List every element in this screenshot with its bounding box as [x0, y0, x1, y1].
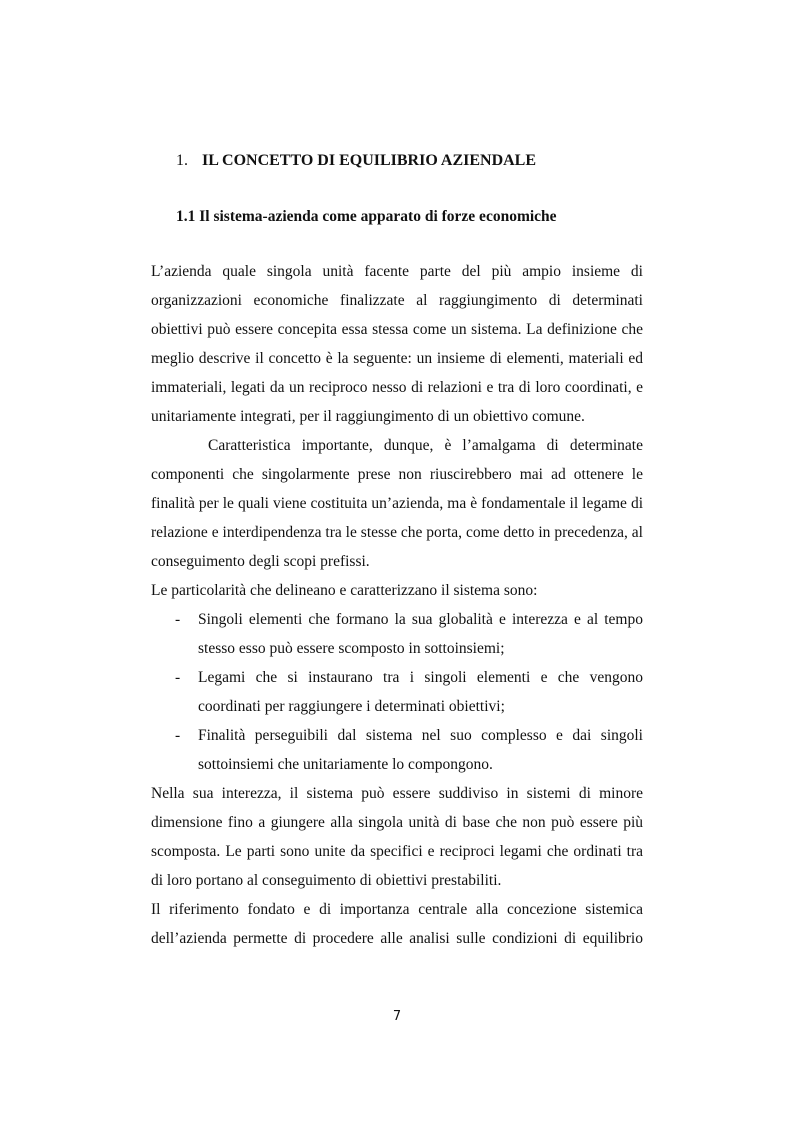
list-item-text: Singoli elementi che formano la sua globalità e interezza e al tempo stesso esso può essere scomposto in sottoinsiemi; — [198, 611, 643, 657]
paragraph-reference: Il riferimento fondato e di importanza centrale alla concezione sistemica dell’azienda permette di procedere alle analisi sulle condizioni di equilibrio — [151, 901, 643, 947]
paragraph-list-intro: Le particolarità che delineano e caratterizzano il sistema sono: — [151, 582, 538, 599]
list-dash-marker: - — [175, 669, 181, 686]
chapter-number: 1. — [176, 152, 188, 169]
list-item — [151, 663, 643, 721]
page-number: 7 — [392, 1009, 402, 1024]
list-item-text: Legami che si instaurano tra i singoli elementi e che vengono coordinati per raggiungere i determinati obiettivi; — [198, 669, 643, 715]
chapter-heading — [176, 150, 536, 172]
paragraph-subdivision: Nella sua interezza, il sistema può essere suddiviso in sistemi di minore dimensione fino a giungere alla singola unità di base che non può essere più scomposta. Le parti sono unite da specifici e reciproci legami che ordinati tra di loro portano al conseguimento di obiettivi prestabiliti. — [151, 785, 643, 889]
list-dash-marker: - — [175, 611, 181, 628]
paragraph-intro: L’azienda quale singola unità facente parte del più ampio insieme di organizzazioni economiche finalizzate al raggiungimento di determinati obiettivi può essere concepita essa stessa come un sistema. La definizione che meglio descrive il concetto è la seguente: un insieme di elementi, materiali ed immateriali, legati da un reciproco nesso di relazioni e tra di loro coordinati, e unitariamente integrati, per il raggiungimento di un obiettivo comune. — [151, 263, 643, 425]
features-list — [151, 605, 643, 779]
list-dash-marker: - — [175, 727, 181, 744]
body-text — [151, 257, 643, 953]
section-heading: 1.1 Il sistema-azienda come apparato di forze economiche — [176, 208, 557, 225]
paragraph-characteristics: Caratteristica importante, dunque, è l’amalgama di determinate componenti che singolarmente prese non riuscirebbero mai ad ottenere le finalità per le quali viene costituita un’azienda, ma è fondamentale il legame di relazione e interdipendenza tra le stesse che porta, come detto in precedenza, al conseguimento degli scopi prefissi. — [151, 437, 643, 570]
list-item-text: Finalità perseguibili dal sistema nel suo complesso e dai singoli sottoinsiemi che unitariamente lo compongono. — [198, 727, 643, 773]
list-item — [151, 605, 643, 663]
list-item — [151, 721, 643, 779]
chapter-title: IL CONCETTO DI EQUILIBRIO AZIENDALE — [202, 152, 537, 169]
